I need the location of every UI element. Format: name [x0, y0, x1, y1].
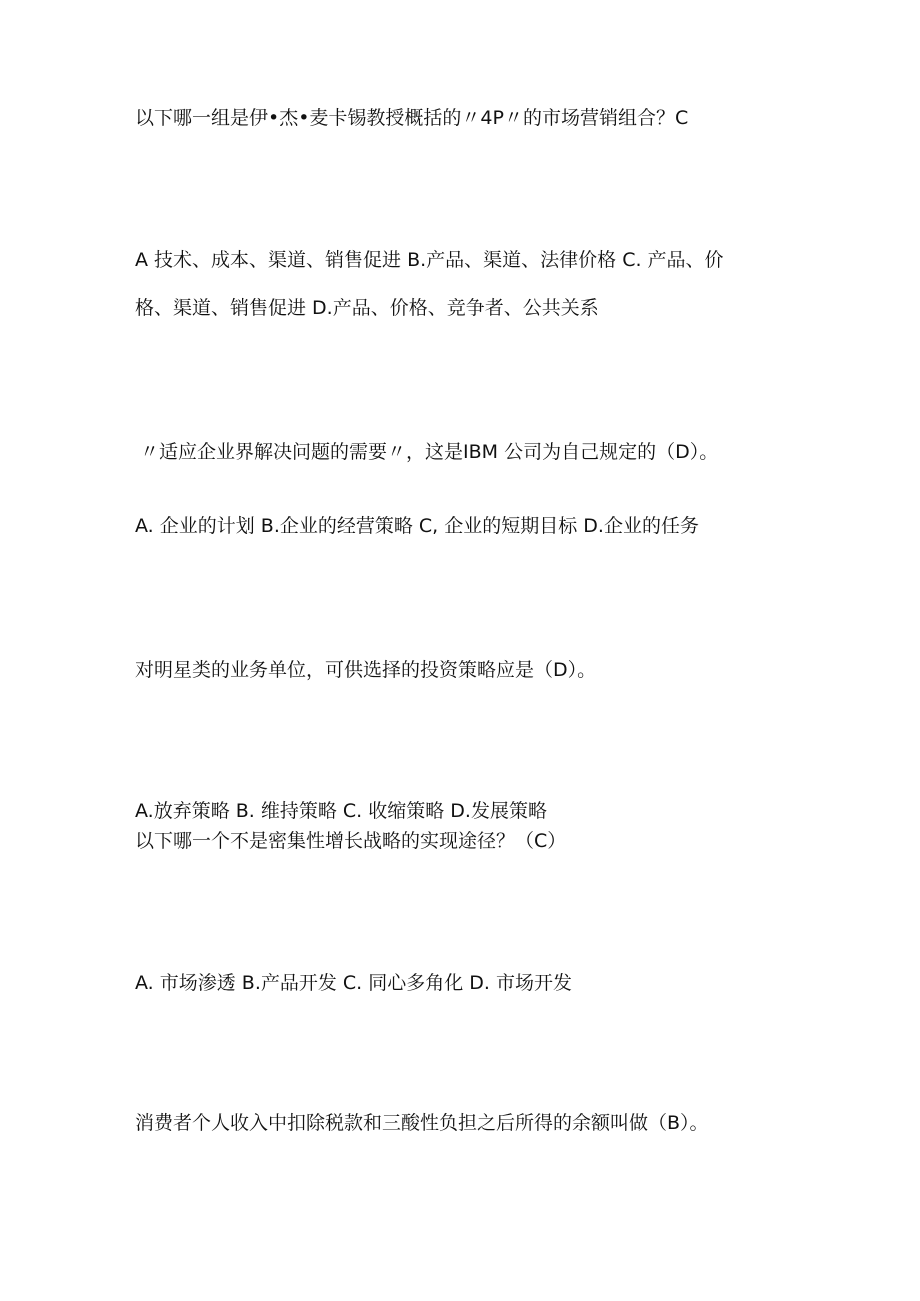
question-1-options: A 技术、成本、渠道、销售促进 B.产品、渠道、法律价格 C. 产品、价	[135, 249, 724, 271]
question-2-text: 〃适应企业界解决问题的需要〃，这是IBM 公司为自己规定的（D）。	[140, 441, 719, 463]
question-3-options: A.放弃策略 B. 维持策略 C. 收缩策略 D.发展策略	[135, 800, 547, 822]
question-1-options-cont: 格、渠道、销售促进 D.产品、价格、竞争者、公共关系	[135, 297, 599, 319]
question-2-options: A. 企业的计划 B.企业的经营策略 C, 企业的短期目标 D.企业的任务	[135, 515, 699, 537]
question-1-text: 以下哪一组是伊•杰•麦卡锡教授概括的〃4P〃的市场营销组合？C	[135, 107, 689, 129]
question-4-options: A. 市场渗透 B.产品开发 C. 同心多角化 D. 市场开发	[135, 972, 572, 994]
question-5-text: 消费者个人收入中扣除税款和三酸性负担之后所得的余额叫做（B）。	[135, 1112, 709, 1134]
question-4-text: 以下哪一个不是密集性增长战略的实现途径？（C）	[135, 830, 567, 852]
question-3-text: 对明星类的业务单位，可供选择的投资策略应是（D）。	[135, 659, 597, 681]
